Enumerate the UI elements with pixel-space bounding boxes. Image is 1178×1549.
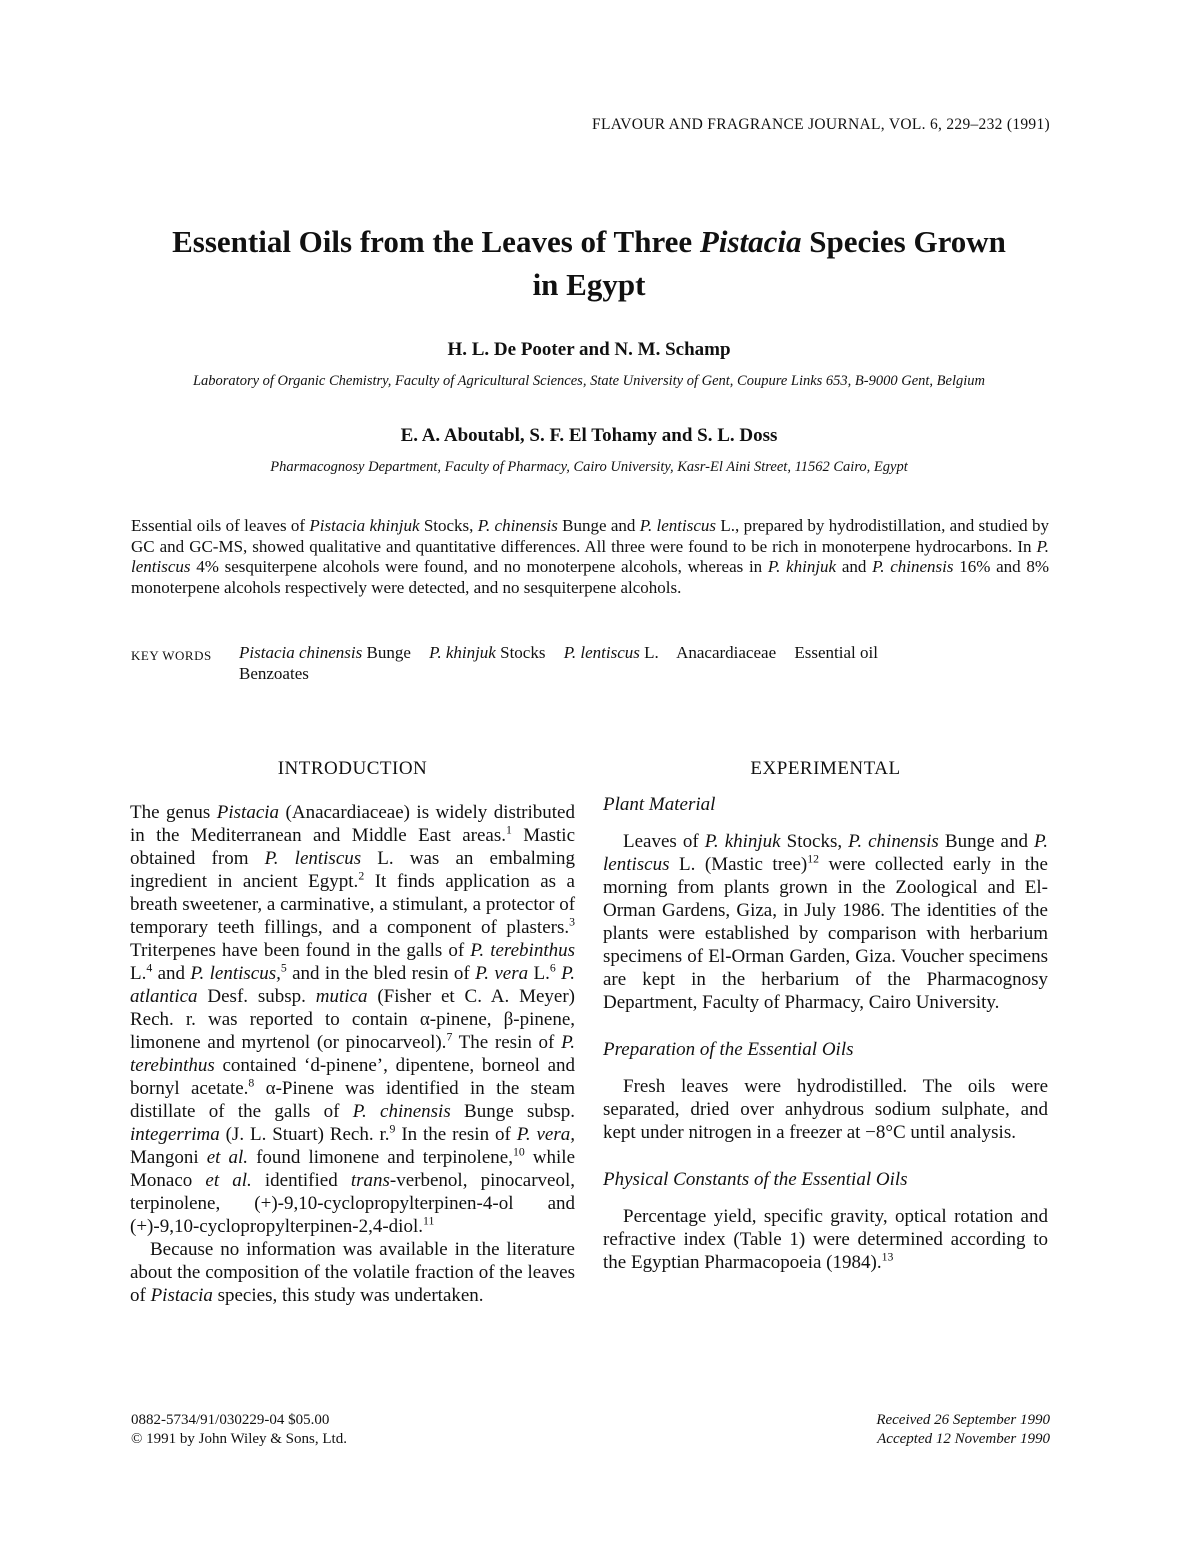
received-date: Received 26 September 1990 <box>876 1412 1050 1428</box>
keyword: Pistacia chinensis Bunge <box>239 643 411 662</box>
preparation-paragraph: Fresh leaves were hydrodistilled. The oils were separated, dried over anhydrous sodium sulphate, and kept under nitrogen in a freezer at −8°C until analysis. <box>603 1076 1048 1143</box>
keyword: Anacardiaceae <box>676 643 777 662</box>
abstract: Essential oils of leaves of Pistacia khinjuk Stocks, P. chinensis Bunge and P. lentiscus L., prepared by hydrodistillation, and studied by GC and GC-MS, showed qualitative and quantitative differences. All three were found to be rich in monoterpene hydrocarbons. In P. lentiscus 4% sesquiterpene alcohols were found, and no monoterpene alcohols, whereas in P. khinjuk and P. chinensis 16% and 8% monoterpene alcohols respectively were detected, and no sesquiterpene alcohols. <box>131 516 1049 597</box>
authors-group-1: H. L. De Pooter and N. M. Schamp <box>447 339 731 360</box>
physical-constants-heading: Physical Constants of the Essential Oils <box>603 1169 908 1190</box>
keyword: Benzoates <box>239 664 309 683</box>
keyword: P. khinjuk Stocks <box>429 643 546 662</box>
keyword: Essential oil <box>794 643 878 662</box>
paper-title: Essential Oils from the Leaves of Three Pistacia Species Grown in Egypt <box>172 224 1006 302</box>
experimental-column <box>603 757 1048 1274</box>
affiliation-2: Pharmacognosy Department, Faculty of Pharmacy, Cairo University, Kasr-El Aini Street, 11562 Cairo, Egypt <box>270 459 908 475</box>
footer-dates <box>760 1411 1050 1449</box>
preparation-heading: Preparation of the Essential Oils <box>603 1039 854 1060</box>
physical-constants-paragraph: Percentage yield, specific gravity, optical rotation and refractive index (Table 1) were determined according to the Egyptian Pharmacopoeia (1984).$^{13}$ <box>603 1206 1048 1273</box>
keyword: P. lentiscus L. <box>563 643 659 662</box>
keywords-label: KEY WORDS <box>131 648 212 663</box>
introduction-paragraph-2: Because no information was available in the literature about the composition of the volatile fraction of the leaves of Pistacia species, this study was undertaken. <box>130 1239 575 1306</box>
plant-material-paragraph: Leaves of P. khinjuk Stocks, P. chinensis Bunge and P. lentiscus L. (Mastic tree)$^{12}$ were collected early in the morning from plants grown in the Zoological and El-Orman Gardens, Giza, in July 1986. The identities of the plants were established by comparison with herbarium specimens of El-Orman Garden, Giza. Voucher specimens are kept in the herbarium of the Pharmacognosy Department, Faculty of Pharmacy, Cairo University. <box>603 831 1048 1013</box>
footer-publication-info <box>131 1411 347 1449</box>
experimental-heading: EXPERIMENTAL <box>750 758 901 779</box>
authors-group-2: E. A. Aboutabl, S. F. El Tohamy and S. L. Doss <box>400 425 778 446</box>
keywords <box>131 642 1049 684</box>
introduction-heading: INTRODUCTION <box>277 758 428 779</box>
affiliation-1: Laboratory of Organic Chemistry, Faculty of Agricultural Sciences, State University of Gent, Coupure Links 653, B-9000 Gent, Belgium <box>192 373 986 389</box>
journal-header: FLAVOUR AND FRAGRANCE JOURNAL, VOL. 6, 229–232 (1991) <box>592 116 1050 133</box>
accepted-date: Accepted 12 November 1990 <box>877 1431 1050 1447</box>
keywords-list <box>239 642 1049 684</box>
plant-material-heading: Plant Material <box>603 794 716 815</box>
introduction-paragraph-1: The genus Pistacia (Anacardiaceae) is widely distributed in the Mediterranean and Middle East areas.$^1$ Mastic obtained from P. lentiscus L. was an embalming ingredient in ancient Egypt.$^2$ It finds application as a breath sweetener, a carminative, a stimulant, a protector of temporary teeth fillings, and a component of plasters.$^3$ Triterpenes have been found in the galls of P. terebinthus L.$^4$ and P. lentiscus,$^5$ and in the bled resin of P. vera L.$^6$ P. atlantica Desf. subsp. mutica (Fisher et C. A. Meyer) Rech. r. was reported to contain α-pinene, β-pinene, limonene and myrtenol (or pinocarveol).$^7$ The resin of P. terebinthus contained ‘d-pinene’, dipentene, borneol and bornyl acetate.$^8$ α-Pinene was identified in the steam distillate of the galls of P. chinensis Bunge subsp. integerrima (J. L. Stuart) Rech. r.$^9$ In the resin of P. vera, Mangoni et al. found limonene and terpinolene,$^{10}$ while Monaco et al. identified trans-verbenol, pinocarveol, terpinolene, (+)-9,10-cyclopropylterpinen-4-ol and (+)-9,10-cyclopropylterpinen-2,4-diol.$^{11}$ <box>130 802 576 1237</box>
copyright-notice: © 1991 by John Wiley & Sons, Ltd. <box>131 1431 347 1447</box>
publication-code: 0882-5734/91/030229-04 $05.00 <box>131 1412 330 1428</box>
introduction-column <box>130 757 575 1307</box>
